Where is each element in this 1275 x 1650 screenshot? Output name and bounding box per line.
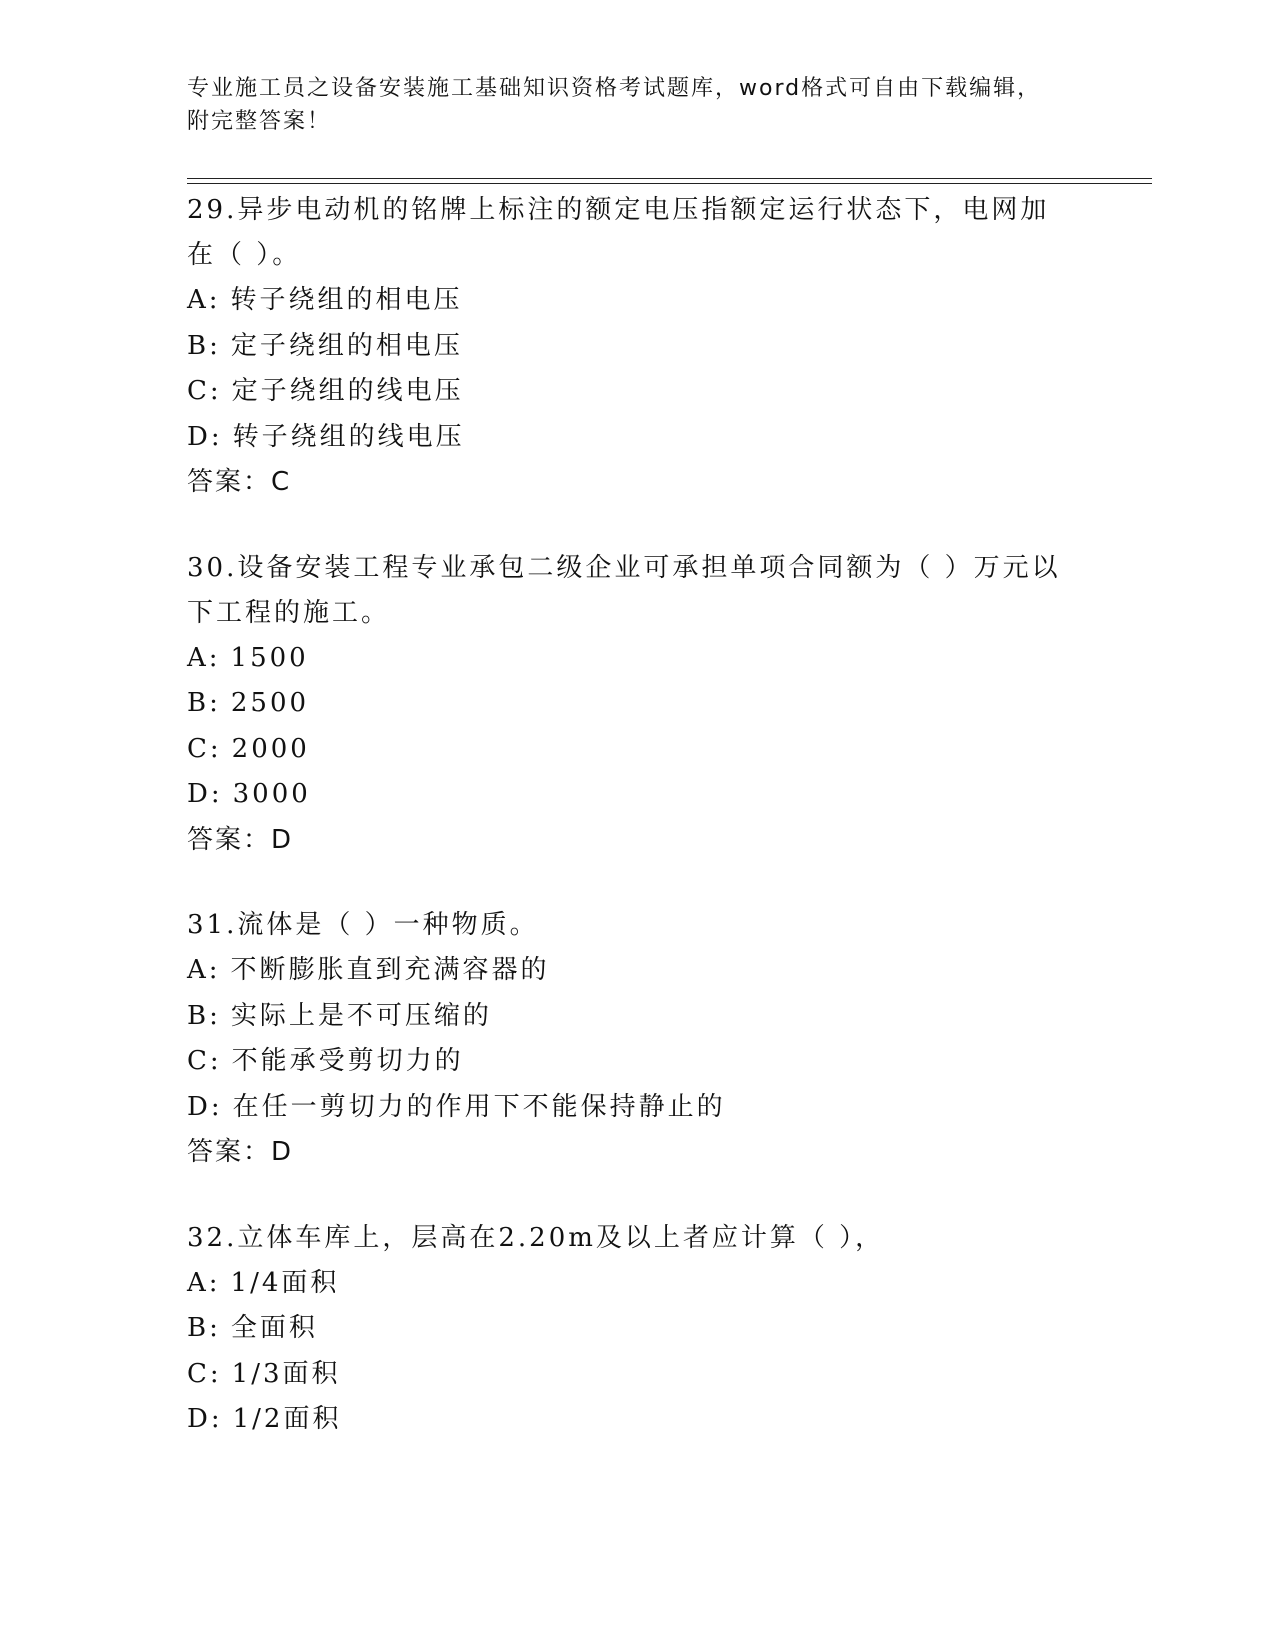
option-letter: D: <box>187 1091 223 1122</box>
header-line-1: 专业施工员之设备安装施工基础知识资格考试题库，word格式可自由下载编辑， <box>187 76 1042 101</box>
option-letter: B: <box>187 1313 221 1343</box>
option-letter: D: <box>187 1404 223 1434</box>
question-30 <box>187 546 1087 864</box>
option-letter: C: <box>187 1358 222 1389</box>
option-text: 全面积 <box>230 1313 318 1343</box>
question-list <box>187 188 1087 1483</box>
option-text: 在任一剪切力的作用下不能保持静止的 <box>232 1091 726 1122</box>
option-d <box>187 1397 1087 1443</box>
option-text: 不能承受剪切力的 <box>231 1046 464 1076</box>
option-b <box>187 681 1087 727</box>
option-letter: C: <box>187 1046 222 1076</box>
question-31 <box>187 903 1087 1176</box>
option-b <box>187 324 1087 370</box>
option-text: 2000 <box>231 733 310 764</box>
answer-line: 答案：D <box>187 1137 294 1167</box>
header-line-2: 附完整答案！ <box>187 109 332 134</box>
option-a <box>187 636 1087 682</box>
option-letter: D: <box>187 779 223 809</box>
option-text: 1/2面积 <box>232 1404 342 1434</box>
option-a <box>187 1261 1087 1307</box>
option-letter: A: <box>187 1267 221 1298</box>
option-letter: C: <box>187 376 222 406</box>
option-text: 定子绕组的相电压 <box>230 330 463 361</box>
option-b <box>187 994 1087 1040</box>
option-text: 转子绕组的线电压 <box>232 421 465 452</box>
answer-line: 答案：D <box>187 824 294 855</box>
option-text: 3000 <box>232 779 311 809</box>
option-text: 实际上是不可压缩的 <box>230 1000 492 1031</box>
document-header <box>187 72 1067 138</box>
option-d <box>187 415 1087 461</box>
question-32 <box>187 1216 1087 1443</box>
question-29 <box>187 188 1087 506</box>
option-text: 1500 <box>230 642 309 673</box>
option-c <box>187 1039 1087 1085</box>
question-stem: 29.异步电动机的铭牌上标注的额定电压指额定运行状态下，电网加在（ ）。 <box>187 195 1050 270</box>
option-letter: A: <box>187 955 221 985</box>
option-text: 1/3面积 <box>231 1358 341 1389</box>
option-d <box>187 772 1087 818</box>
option-letter: A: <box>187 285 221 315</box>
option-a <box>187 278 1087 324</box>
option-text: 1/4面积 <box>230 1267 340 1298</box>
option-text: 定子绕组的线电压 <box>231 376 464 406</box>
option-text: 转子绕组的相电压 <box>230 285 463 315</box>
question-stem: 32.立体车库上，层高在2.20m及以上者应计算（ ）， <box>187 1222 885 1253</box>
option-letter: B: <box>187 688 221 718</box>
header-divider-bottom <box>187 183 1152 184</box>
option-c <box>187 727 1087 773</box>
option-letter: B: <box>187 1000 221 1031</box>
option-letter: B: <box>187 330 221 361</box>
option-b <box>187 1306 1087 1352</box>
option-letter: D: <box>187 421 223 452</box>
option-letter: A: <box>187 642 221 673</box>
option-c <box>187 369 1087 415</box>
option-c <box>187 1352 1087 1398</box>
option-a <box>187 948 1087 994</box>
question-stem: 30.设备安装工程专业承包二级企业可承担单项合同额为（ ）万元以下工程的施工。 <box>187 552 1061 628</box>
answer-line: 答案：C <box>187 467 292 497</box>
header-divider-top <box>187 178 1152 179</box>
option-d <box>187 1085 1087 1131</box>
option-text: 不断膨胀直到充满容器的 <box>230 955 550 985</box>
question-stem: 31.流体是（ ）一种物质。 <box>187 910 539 940</box>
option-text: 2500 <box>230 688 310 718</box>
option-letter: C: <box>187 733 222 764</box>
